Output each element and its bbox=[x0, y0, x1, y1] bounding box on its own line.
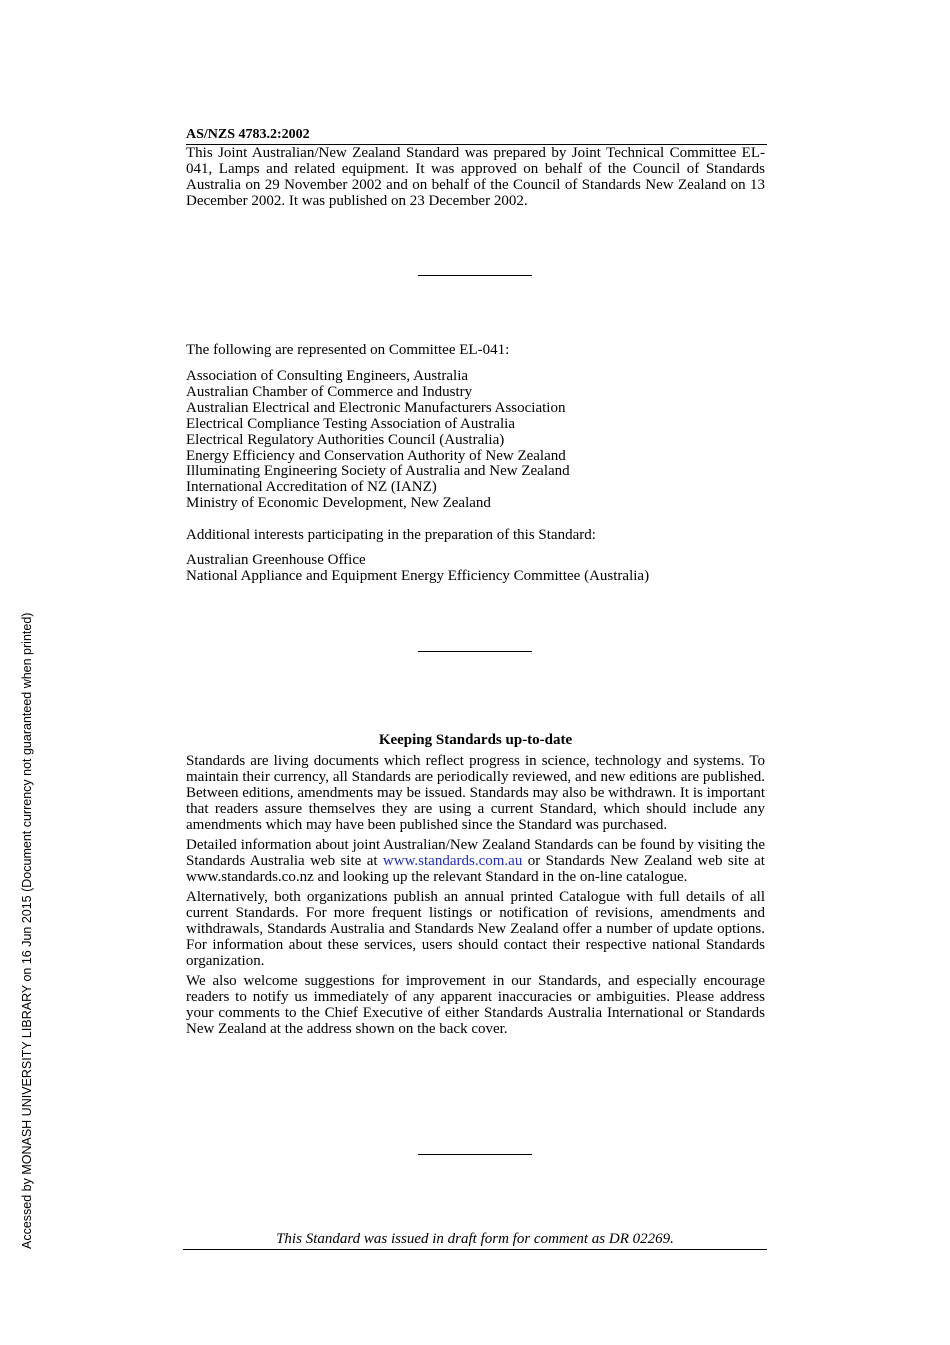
paragraph: Alternatively, both organizations publish an annual printed Catalogue with full details of all current Standards. For more frequent listings or notification of revisions, amendments and withdrawals, Standards Australia and Standards New Zealand offer a number of update options. For information about these services, users should contact their respective national Standards organization. bbox=[186, 889, 765, 969]
additional-interest: Australian Greenhouse Office bbox=[186, 552, 366, 568]
committee-member: Australian Electrical and Electronic Manufacturers Association bbox=[186, 399, 566, 416]
access-watermark: Accessed by MONASH UNIVERSITY LIBRARY on 16 Jun 2015 (Document currency not guaranteed when printed) bbox=[20, 612, 34, 1249]
section-heading: Keeping Standards up-to-date bbox=[378, 732, 573, 748]
standards-australia-link[interactable]: www.standards.com.au bbox=[382, 853, 523, 869]
paragraph: Standards are living documents which reflect progress in science, technology and systems. To maintain their currency, all Standards are periodically reviewed, and new editions are published. Between editions, amendments may be issued. Standards may also be withdrawn. It is important that readers assure themselves they are using a current Standard, which should include any amendments which may have been published since the Standard was purchased. bbox=[186, 753, 765, 833]
draft-note: This Standard was issued in draft form for comment as DR 02269. bbox=[183, 1231, 767, 1250]
divider-2 bbox=[418, 651, 532, 652]
additional-interests-list bbox=[186, 553, 765, 585]
committee-intro: The following are represented on Committee EL-041: bbox=[186, 342, 510, 358]
committee-member: Illuminating Engineering Society of Australia and New Zealand bbox=[186, 463, 570, 480]
paragraph: We also welcome suggestions for improvement in our Standards, and especially encourage readers to notify us immediately of any apparent inaccuracies or ambiguities. Please address your comments to the Chief Executive of either Standards Australia International or Standards New Zealand at the address shown on the back cover. bbox=[186, 973, 765, 1037]
committee-member-list bbox=[186, 369, 765, 512]
divider-3 bbox=[418, 1154, 532, 1155]
additional-interest: National Appliance and Equipment Energy Efficiency Committee (Australia) bbox=[186, 567, 650, 584]
uptodate-body bbox=[186, 753, 765, 1041]
standard-id: AS/NZS 4783.2:2002 bbox=[186, 126, 767, 145]
paragraph-text: Detailed information about joint Australian/New Zealand Standards can be found by visiting the Standards Australia web site at bbox=[186, 837, 765, 869]
committee-member: Electrical Compliance Testing Association of Australia bbox=[186, 415, 516, 432]
committee-member: Electrical Regulatory Authorities Council (Australia) bbox=[186, 431, 505, 448]
divider-1 bbox=[418, 275, 532, 276]
committee-member: Association of Consulting Engineers, Australia bbox=[186, 368, 469, 384]
committee-member: International Accreditation of NZ (IANZ) bbox=[186, 479, 437, 496]
preparation-statement: This Joint Australian/New Zealand Standard was prepared by Joint Technical Committee EL-041, Lamps and related equipment. It was approved on behalf of the Council of Standards Australia on 29 November 2002 and on behalf of the Council of Standards New Zealand on 13 December 2002. It was published on 23 December 2002. bbox=[186, 145, 765, 209]
committee-member: Energy Efficiency and Conservation Authority of New Zealand bbox=[186, 447, 566, 464]
committee-member: Ministry of Economic Development, New Zealand bbox=[186, 495, 491, 512]
paragraph bbox=[186, 837, 765, 885]
committee-member: Australian Chamber of Commerce and Industry bbox=[186, 383, 473, 400]
additional-interests-intro: Additional interests participating in the preparation of this Standard: bbox=[186, 527, 596, 543]
paragraph-text: or Standards New Zealand web site at www.standards.co.nz and looking up the relevant Standard in the on-line catalogue. bbox=[186, 853, 765, 885]
